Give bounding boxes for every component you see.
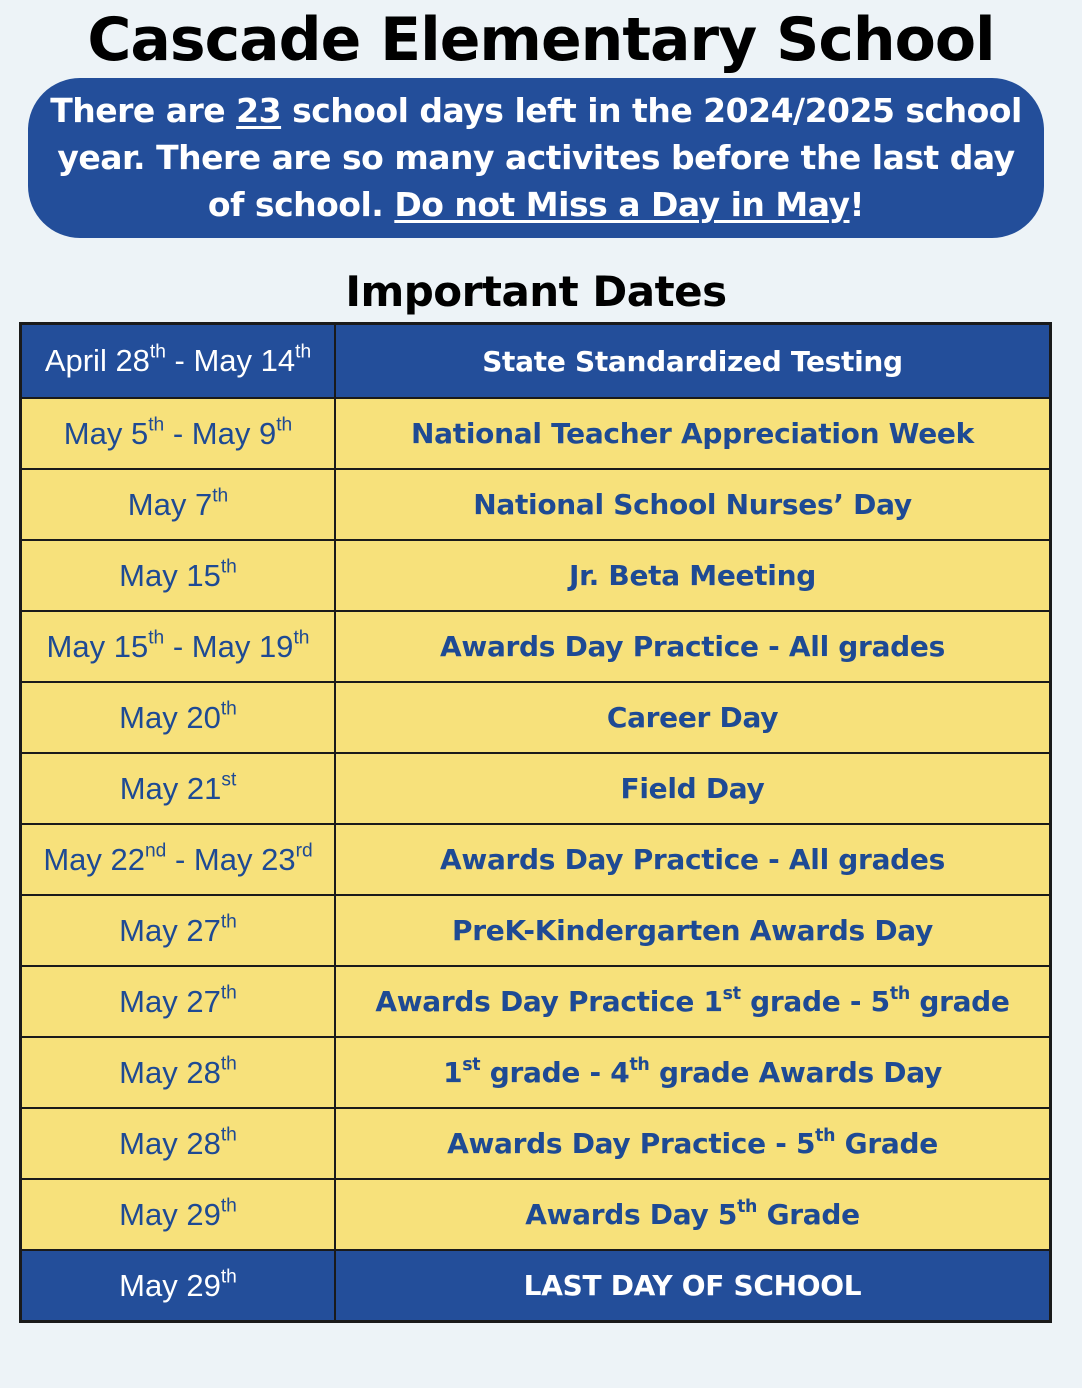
table-row: [21, 469, 1051, 540]
ordinal-suffix: st: [221, 769, 237, 791]
text-segment: May 15: [119, 557, 221, 593]
text-segment: May 22: [43, 841, 145, 877]
event-cell: [335, 1250, 1051, 1322]
text-segment: - May 9: [164, 415, 277, 451]
ordinal-suffix: th: [149, 341, 166, 363]
date-cell: [21, 540, 336, 611]
ordinal-suffix: th: [737, 1196, 758, 1217]
ordinal-suffix: th: [295, 341, 312, 363]
days-left-banner: [28, 78, 1044, 238]
important-dates-table: [19, 322, 1052, 1323]
table-row: [21, 682, 1051, 753]
text-segment: Awards Day Practice 1: [375, 985, 723, 1018]
event-cell: [335, 966, 1051, 1037]
event-cell: [335, 398, 1051, 469]
text-segment: Grade: [757, 1198, 860, 1231]
event-cell: [335, 753, 1051, 824]
text-segment: May 28: [119, 1125, 221, 1161]
table-row: [21, 1179, 1051, 1250]
event-cell: [335, 469, 1051, 540]
date-cell: [21, 469, 336, 540]
banner-text-intro: There are: [50, 91, 237, 130]
text-segment: May 15: [46, 628, 149, 664]
text-segment: grade Awards Day: [649, 1056, 942, 1089]
table-row: [21, 966, 1051, 1037]
text-segment: PreK-Kindergarten Awards Day: [452, 914, 933, 947]
text-segment: - May 23: [166, 841, 296, 877]
text-segment: May 27: [119, 983, 221, 1019]
ordinal-suffix: th: [220, 556, 237, 578]
date-cell: [21, 1179, 336, 1250]
ordinal-suffix: th: [212, 485, 229, 507]
ordinal-suffix: th: [220, 1266, 237, 1288]
ordinal-suffix: th: [220, 911, 237, 933]
ordinal-suffix: th: [889, 983, 910, 1004]
text-segment: grade: [909, 985, 1010, 1018]
table-row: [21, 824, 1051, 895]
event-cell: [335, 682, 1051, 753]
ordinal-suffix: st: [722, 983, 741, 1004]
table-row: [21, 398, 1051, 469]
text-segment: - May 19: [164, 628, 294, 664]
ordinal-suffix: th: [293, 627, 310, 649]
event-cell: [335, 540, 1051, 611]
ordinal-suffix: th: [148, 414, 165, 436]
text-segment: May 21: [119, 770, 222, 806]
ordinal-suffix: th: [148, 627, 165, 649]
text-segment: May 20: [119, 699, 221, 735]
event-cell: [335, 1108, 1051, 1179]
date-cell: [21, 824, 336, 895]
date-cell: [21, 611, 336, 682]
date-cell: [21, 895, 336, 966]
table-row: [21, 540, 1051, 611]
ordinal-suffix: th: [629, 1054, 650, 1075]
table-row: [21, 753, 1051, 824]
text-segment: Awards Day Practice - 5: [447, 1127, 816, 1160]
date-cell: [21, 398, 336, 469]
ordinal-suffix: th: [815, 1125, 836, 1146]
text-segment: Jr. Beta Meeting: [569, 559, 816, 592]
text-segment: May 28: [119, 1054, 221, 1090]
text-segment: May 5: [63, 415, 149, 451]
dates-table-body: [21, 324, 1051, 1322]
ordinal-suffix: st: [462, 1054, 481, 1075]
event-cell: [335, 324, 1051, 399]
date-cell: [21, 753, 336, 824]
ordinal-suffix: th: [220, 1053, 237, 1075]
ordinal-suffix: nd: [145, 840, 167, 862]
event-cell: [335, 611, 1051, 682]
text-segment: grade - 5: [740, 985, 890, 1018]
event-cell: [335, 1179, 1051, 1250]
table-row: [21, 611, 1051, 682]
text-segment: Awards Day Practice - All grades: [440, 630, 945, 663]
ordinal-suffix: th: [220, 698, 237, 720]
table-row: [21, 1250, 1051, 1322]
date-cell: [21, 1037, 336, 1108]
table-row: [21, 324, 1051, 399]
text-segment: Awards Day Practice - All grades: [440, 843, 945, 876]
event-cell: [335, 824, 1051, 895]
event-cell: [335, 895, 1051, 966]
days-left-count: 23: [236, 91, 282, 130]
text-segment: May 29: [119, 1267, 221, 1303]
ordinal-suffix: th: [220, 1195, 237, 1217]
page-title: Cascade Elementary School: [87, 5, 995, 75]
text-segment: April 28: [44, 343, 150, 378]
text-segment: National Teacher Appreciation Week: [411, 417, 974, 450]
date-cell: [21, 1250, 336, 1322]
text-segment: National School Nurses’ Day: [473, 488, 912, 521]
text-segment: Grade: [835, 1127, 938, 1160]
banner-emphasis: Do not Miss a Day in May: [394, 185, 850, 224]
text-segment: May 27: [119, 912, 221, 948]
text-segment: Career Day: [606, 701, 779, 734]
date-cell: [21, 324, 336, 399]
date-cell: [21, 682, 336, 753]
text-segment: State Standardized Testing: [482, 344, 903, 378]
event-cell: [335, 1037, 1051, 1108]
ordinal-suffix: th: [220, 982, 237, 1004]
text-segment: May 7: [127, 486, 213, 522]
ordinal-suffix: rd: [295, 840, 313, 862]
text-segment: grade - 4: [480, 1056, 630, 1089]
text-segment: Awards Day 5: [525, 1198, 738, 1231]
table-row: [21, 1037, 1051, 1108]
date-cell: [21, 1108, 336, 1179]
text-segment: Field Day: [620, 772, 765, 805]
date-cell: [21, 966, 336, 1037]
table-row: [21, 895, 1051, 966]
ordinal-suffix: th: [220, 1124, 237, 1146]
text-segment: LAST DAY OF SCHOOL: [523, 1269, 862, 1302]
text-segment: 1: [443, 1056, 463, 1089]
table-row: [21, 1108, 1051, 1179]
text-segment: - May 14: [165, 343, 296, 378]
ordinal-suffix: th: [276, 414, 293, 436]
text-segment: May 29: [119, 1196, 221, 1232]
section-heading: Important Dates: [345, 267, 727, 316]
banner-text-body: school days left in the 2024/2025 school year. There are so many activites before the last day of school.: [57, 91, 1022, 224]
banner-text-end: !: [849, 185, 865, 224]
